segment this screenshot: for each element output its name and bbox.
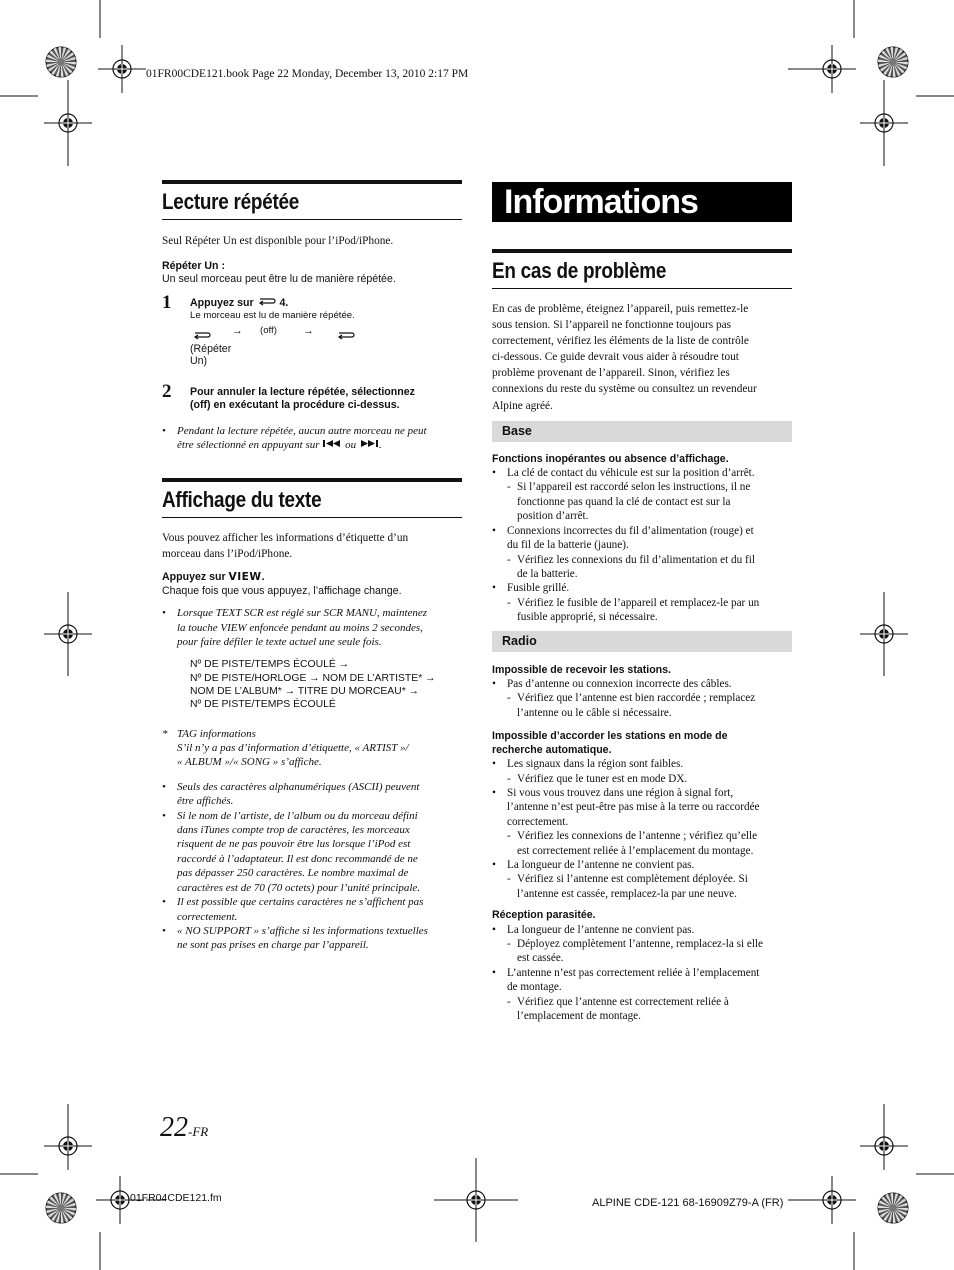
footnote-row [162,727,462,770]
display-press-desc: Chaque fois que vous appuyez, l’affichage change. [162,584,402,597]
repeat-cycle [190,325,462,343]
cause-item [492,858,792,872]
text-line: de la batterie. [517,567,578,580]
registration-cross-icon [452,1176,500,1224]
footer-file-name: 01FR04CDE121.fm [130,1192,222,1204]
bullet-dot: • [492,677,496,690]
cause-item [492,524,792,553]
registration-cross-icon [860,610,908,658]
issue-list [492,677,792,720]
list-item-body [517,480,750,523]
step-number: 1 [162,291,172,313]
note-text: ou [345,439,357,452]
text-line: Seuls des caractères alphanumériques (ASCII) peuvent [177,780,420,793]
list-item-body [507,581,569,595]
note-body [177,606,427,649]
text-line: position d’arrêt. [517,510,589,523]
display-press [162,571,462,584]
dash-mark: - [507,772,511,785]
text-line: Si l’appareil est raccordé selon les instructions, il ne [517,481,751,494]
dash-mark: - [507,830,511,843]
list-item-body [177,780,419,809]
footnote-line: S’il n’y a pas d’information d’étiquette, « ARTIST »/ [177,742,409,755]
remedy-item [492,691,792,720]
step-1 [162,291,462,368]
text-line: ci-dessous. Ce guide devrait vous aider à résoudre tout [492,351,739,364]
list-item [162,924,462,953]
remedy-item [492,995,792,1024]
text-line: fonctionne pas quand la clé de contact est sur la [517,495,731,508]
text-line: Vérifiez les connexions du fil d’alimentation et du fil [517,553,755,566]
issue-heading: Réception parasitée. [492,909,596,922]
step-2-line2: (off) en exécutant la procédure ci-dessus. [190,399,400,412]
problem-intro [492,301,792,414]
bullet-dot: • [162,424,166,437]
cause-item [492,757,792,771]
remedy-item [492,937,792,966]
list-item-body [507,923,694,937]
repeat-intro: Seul Répéter Un est disponible pour l’iPod/iPhone. [162,235,394,247]
dash-mark: - [507,553,511,566]
bullet-dot: • [492,467,496,480]
text-line: L’antenne n’est pas correctement reliée à l’emplacement [507,966,760,979]
right-column [492,182,792,1023]
bullet-dot: • [492,524,496,537]
text-line: est correctement reliée à l’emplacement du montage. [517,844,754,857]
text-line: La clé de contact du véhicule est sur la position d’arrêt. [507,467,755,480]
registration-cross-icon [808,45,856,93]
repeat-note [162,424,462,453]
text-line: caractères est de 70 (70 octets) pour l’unité principale. [177,881,421,894]
list-item-body [517,829,757,858]
footnote-line: « ALBUM »/« SONG » s’affiche. [177,756,322,769]
text-line: ne sont pas prises en charge par l’appareil. [177,939,369,952]
section-top-bar [162,478,462,482]
note-line: Lorsque TEXT SCR est réglé sur SCR MANU, maintenez [177,607,428,620]
bullet-dot: • [492,758,496,771]
cause-item [492,581,792,595]
registration-cross-icon [860,1122,908,1170]
text-line: être affichés. [177,795,234,808]
text-line: correctement. [177,910,238,923]
section-underline [162,517,462,518]
text-line: risquent de ne pas pouvoir être lus lorsque l’iPod est [177,838,411,851]
list-item-body [517,596,759,625]
note-line: la touche VIEW enfoncée pendant au moins 2 secondes, [177,621,423,634]
color-registration-target-icon [878,1193,908,1223]
display-intro [162,531,462,562]
list-item-body [517,937,763,966]
cause-item [492,966,792,995]
text-line: l’emplacement de montage. [517,1010,641,1023]
text-line: Connexions incorrectes du fil d’alimentation (rouge) et [507,524,754,537]
step-2-line1: Pour annuler la lecture répétée, sélectionnez [190,385,415,398]
list-item [162,424,462,453]
list-item-body [507,466,755,480]
text-line: l’antenne ou le câble si nécessaire. [517,706,672,719]
cycle-line: Nº DE PISTE/TEMPS ÉCOULÉ → [190,659,350,671]
bullet-dot: • [162,780,166,793]
text-line: sous tension. Si l’appareil ne fonctionne toujours pas [492,319,732,332]
color-registration-target-icon [46,1193,76,1223]
footnote [162,727,462,770]
view-key: VIEW [228,571,262,584]
list-item-body [517,553,755,582]
list-item [162,606,462,649]
footnote-line: TAG informations [177,727,256,740]
bullet-dot: • [162,607,166,620]
step-number: 2 [162,380,172,402]
text-line: dans iTunes compte trop de caractères, les morceaux [177,824,410,837]
text-line: Vérifiez les connexions de l’antenne ; vérifiez qu’elle [517,830,758,843]
off-label: (off) [260,324,277,336]
dash-mark: - [507,692,511,705]
text-line: Vérifiez que l’antenne est bien raccordée ; remplacez [517,692,756,705]
intro-line: Vous pouvez afficher les informations d’étiquette d’un [162,532,409,544]
issue-heading-line: recherche automatique. [492,744,612,757]
section-title-repeat: Lecture répétée [162,189,300,214]
repeat-label-line2: Un) [190,355,208,368]
list-item-body [177,809,420,895]
note-body [177,424,427,453]
repeat-icon [257,296,277,310]
list-item-body [507,786,760,829]
text-line: Les signaux dans la région sont faibles. [507,758,684,771]
list-item-body [177,895,423,924]
category-bar-base: Base [492,421,792,442]
text-line: l’antenne n’est peut-être pas mise à la terre ou raccordée [507,801,760,814]
list-item-body [507,757,683,771]
dash-mark: - [507,938,511,951]
text-line: La longueur de l’antenne ne convient pas. [507,859,695,871]
text-line: Si le nom de l’artiste, de l’album ou du morceau défini [177,809,418,822]
issue-heading [492,729,792,757]
bullet-dot: • [162,924,166,937]
cause-item [492,923,792,937]
category-bar-radio: Radio [492,631,792,652]
repeat-icon [336,327,356,345]
cause-item [492,466,792,480]
text-line: de montage. [507,981,562,994]
footnote-body [177,727,409,770]
bullet-dot: • [492,859,496,871]
section-display [162,478,462,953]
text-line: raccordé à l’adaptateur. Il est donc recommandé de ne [177,852,418,865]
repeat-label-line1: (Répéter [190,342,232,355]
text-line: fusible approprié, si nécessaire. [517,611,658,624]
text-line: connexions du reste du système ou consultez un revendeur [492,383,757,396]
color-registration-target-icon [878,47,908,77]
footnote-mark: * [162,727,168,740]
text-line: « NO SUPPORT » s’affiche si les informations textuelles [177,924,428,937]
text-line: Vérifiez que l’antenne est correctement reliée à [517,995,729,1008]
page-number-value: 22 [160,1112,188,1143]
text-line: Fusible grillé. [507,582,570,595]
text-line: En cas de problème, éteignez l’appareil, puis remettez-le [492,303,749,315]
remedy-item [492,480,792,523]
cycle-line: NOM DE L’ALBUM* → TITRE DU MORCEAU* → [190,686,420,698]
list-item [162,895,462,924]
page-title: Informations [492,182,792,222]
left-column [162,180,462,952]
dash-mark: - [507,995,511,1008]
next-track-icon [359,438,379,452]
repeat-mode-label: Répéter Un : [162,259,225,272]
issue-heading: Impossible de recevoir les stations. [492,663,671,676]
display-note [162,606,462,649]
remedy-item [492,553,792,582]
section-top-bar [492,249,792,253]
section-underline [492,288,792,289]
section-underline [162,219,462,220]
color-registration-target-icon [46,47,76,77]
step-1-key: 4. [279,296,289,309]
text-line: Vérifiez le fusible de l’appareil et remplacez-le par un [517,596,760,609]
text-line: correctement. [507,815,569,828]
issue-heading-line: Impossible d’accorder les stations en mode de [492,730,728,743]
issue-list [492,923,792,1024]
bullet-dot: • [492,786,496,799]
list-item-body [517,872,748,901]
press-text: Appuyez sur [162,571,226,584]
text-line: problème provenant de l’appareil. Sinon, vérifiez les [492,367,730,380]
text-line: est cassée. [517,952,564,965]
bullet-dot: • [492,966,496,979]
list-item [162,809,462,895]
registration-cross-icon [860,99,908,147]
text-line: pas dépasser 250 caractères. Le nombre maximal de [177,867,409,880]
text-line: Il est possible que certains caractères ne s’affichent pas [177,896,424,909]
cause-item [492,786,792,829]
cycle-arrow: → [232,324,243,337]
list-item-body [517,995,729,1024]
step-1-instruction [190,296,462,310]
repeat-mode-desc: Un seul morceau peut être lu de manière répétée. [162,273,396,286]
list-item-body [517,691,755,720]
text-line: La longueur de l’antenne ne convient pas. [507,923,695,936]
dash-mark: - [507,873,511,886]
bullet-dot: • [492,582,496,595]
section-title-problem: En cas de problème [492,258,667,283]
dash-mark: - [507,596,511,609]
list-item-body [177,924,428,953]
display-cycle [162,658,462,711]
note-text: être sélectionné en appuyant sur [177,439,320,452]
list-item [162,780,462,809]
text-line: correctement, vérifiez les éléments de la liste de contrôle [492,335,749,348]
registration-cross-icon [808,1176,856,1224]
section-title-display: Affichage du texte [162,487,322,512]
remedy-item [492,772,792,786]
dash-mark: - [507,481,511,494]
note-line [177,438,427,453]
text-line: Pas d’antenne ou connexion incorrecte des câbles. [507,677,732,690]
display-bullets [162,780,462,953]
list-item-body [507,966,759,995]
bullet-dot: • [162,896,166,909]
section-top-bar [162,180,462,184]
bullet-dot: • [162,809,166,822]
cycle-line: Nº DE PISTE/HORLOGE → NOM DE L’ARTISTE* → [190,672,436,684]
list-item-body [507,858,694,872]
remedy-item [492,872,792,901]
step-2 [162,380,462,413]
text-line: du fil de la batterie (jaune). [507,539,629,552]
remedy-item [492,829,792,858]
previous-track-icon [322,438,342,452]
header-file-info: 01FR00CDE121.book Page 22 Monday, December 13, 2010 2:17 PM [146,68,469,80]
registration-cross-icon [98,45,146,93]
note-line: pour faire défiler le texte actuel une seule fois. [177,636,382,649]
text-line: Déployez complètement l’antenne, remplacez-la si elle [517,938,764,951]
intro-line: morceau dans l’iPod/iPhone. [162,547,293,560]
repeat-icon [192,327,212,345]
section-problem [492,249,792,1023]
list-item-body [507,677,732,691]
text-line: Alpine agréé. [492,399,553,412]
press-suffix: . [261,571,265,584]
note-text: . [378,439,382,452]
issue-list [492,757,792,901]
bullet-dot: • [492,923,496,936]
text-line: l’antenne est cassée, remplacez-la par une neuve. [517,887,737,900]
remedy-item [492,596,792,625]
section-repeat [162,180,462,453]
step-1-desc: Le morceau est lu de manière répétée. [190,309,355,321]
note-line: Pendant la lecture répétée, aucun autre morceau ne peut [177,424,427,437]
page-number-suffix: -FR [188,1124,209,1139]
text-line: Si vous vous trouvez dans une région à signal fort, [507,786,734,799]
page-number [160,1112,208,1144]
list-item-body [507,524,754,553]
registration-cross-icon [44,1122,92,1170]
text-line: Vérifiez si l’antenne est complètement déployée. Si [517,873,748,886]
issue-heading: Fonctions inopérantes ou absence d’affichage. [492,452,729,465]
footer-model: ALPINE CDE-121 68-16909Z79-A (FR) [592,1197,784,1209]
registration-cross-icon [44,610,92,658]
step-1-text: Appuyez sur [190,296,254,309]
cycle-line: Nº DE PISTE/TEMPS ÉCOULÉ [190,699,336,711]
list-item-body [517,772,687,786]
text-line: Vérifiez que le tuner est en mode DX. [517,772,688,785]
cause-item [492,677,792,691]
issue-list [492,466,792,624]
cycle-arrow: → [303,324,314,337]
registration-cross-icon [44,99,92,147]
